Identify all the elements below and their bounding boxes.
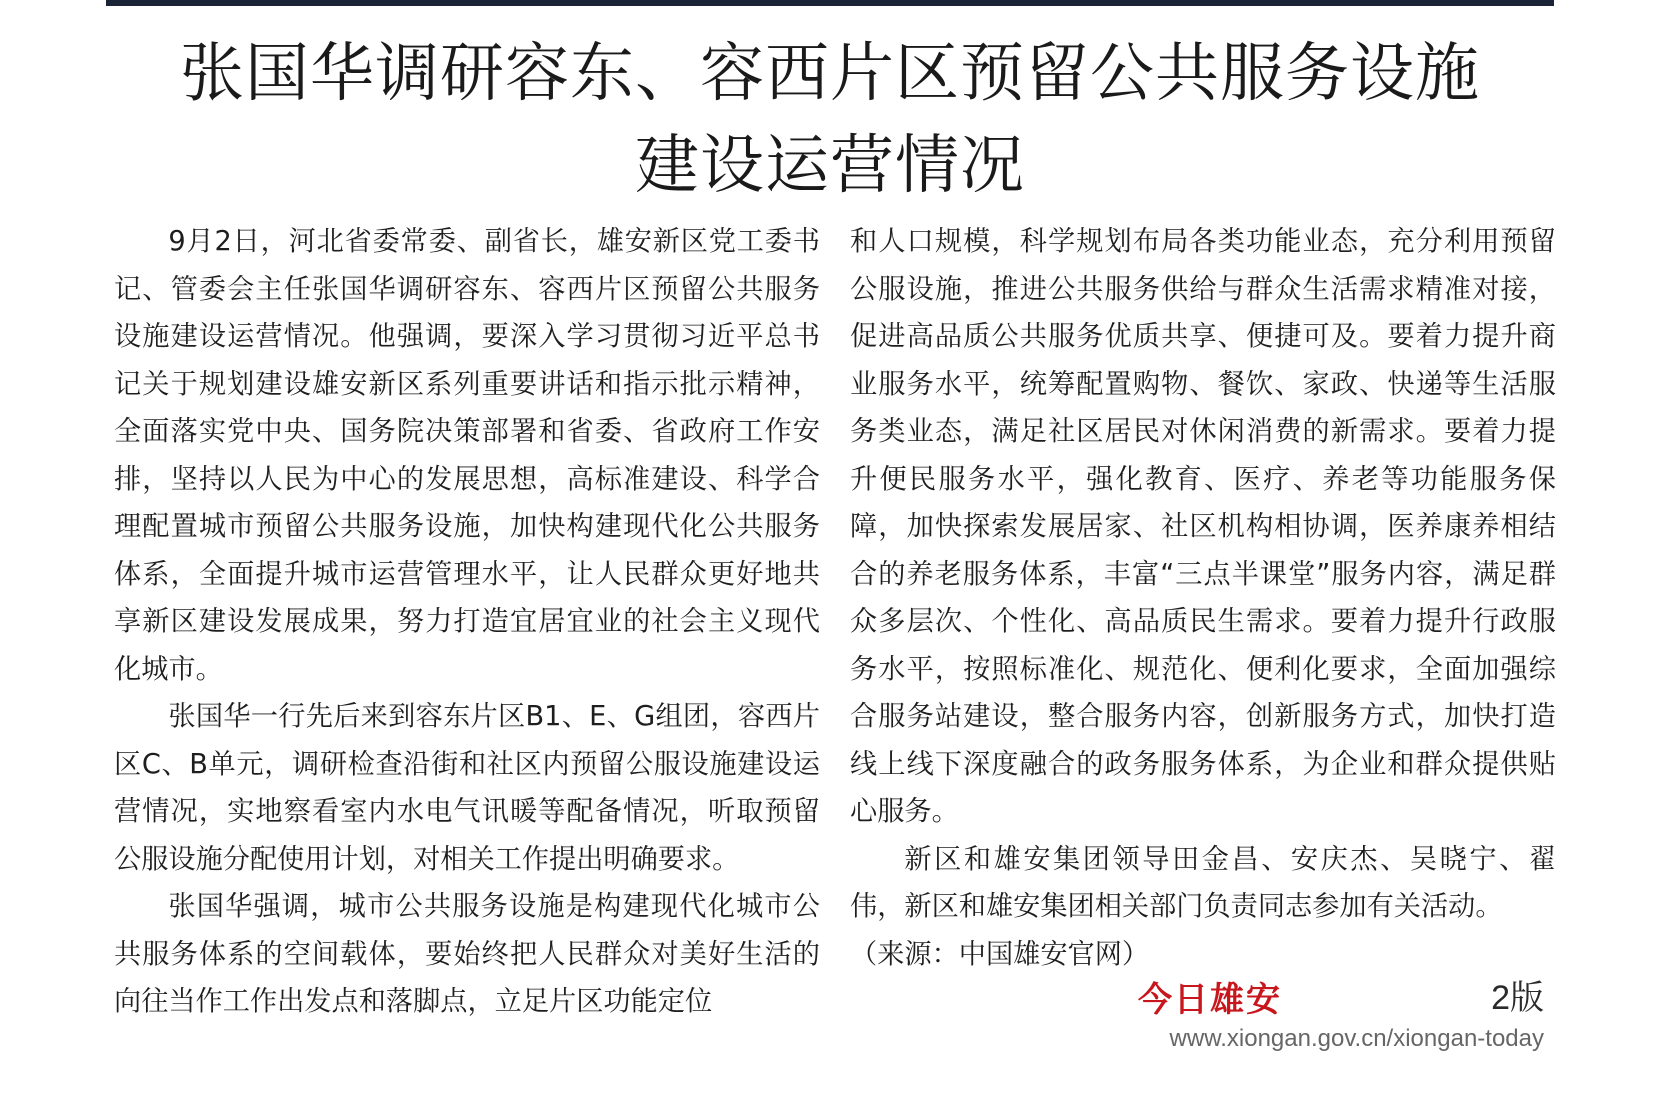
paragraph-1: 9月2日，河北省委常委、副省长，雄安新区党工委书记、管委会主任张国华调研容东、容西片区预留公共服务设施建设运营情况。他强调，要深入学习贯彻习近平总书记关于规划建设雄安新区系列重要讲话和指示批示精神，全面落实党中央、国务院决策部署和省委、省政府工作安排，坚持以人民为中心的发展思想，高标准建设、科学合理配置城市预留公共服务设施，加快构建现代化公共服务体系，全面提升城市运营管理水平，让人民群众更好地共享新区建设发展成果，努力打造宜居宜业的社会主义现代化城市。: [114, 226, 820, 685]
paragraph-3: 张国华强调，城市公共服务设施是构建现代化城市公共服务体系的空间载体，要始终把人民群众对美好生活的向往当作工作出发点和落脚点，立足片区功能定位: [114, 891, 820, 1017]
article-column-left: [114, 218, 820, 1026]
article-source: （来源：中国雄安官网）: [850, 938, 1150, 970]
newspaper-logo: 今日雄安: [1138, 980, 1282, 1020]
footer-url: www.xiongan.gov.cn/xiongan-today: [1169, 1025, 1544, 1052]
top-decorative-bar: [106, 0, 1554, 6]
article-column-right: [850, 218, 1556, 978]
title-line-1: 张国华调研容东、容西片区预留公共服务设施: [180, 37, 1480, 111]
paragraph-2: 张国华一行先后来到容东片区B1、E、G组团，容西片区C、B单元，调研检查沿街和社区内预留公服设施建设运营情况，实地察看室内水电气讯暖等配备情况，听取预留公服设施分配使用计划，对相关工作提出明确要求。: [114, 701, 820, 875]
paragraph-4: 新区和雄安集团领导田金昌、安庆杰、吴晓宁、翟伟，新区和雄安集团相关部门负责同志参加有关活动。: [850, 843, 1556, 922]
title-line-2: 建设运营情况: [635, 129, 1025, 203]
article-title: [106, 28, 1554, 212]
page-number: 2版: [1491, 979, 1544, 1017]
paragraph-3-continued: 和人口规模，科学规划布局各类功能业态，充分利用预留公服设施，推进公共服务供给与群众生活需求精准对接，促进高品质公共服务优质共享、便捷可及。要着力提升商业服务水平，统筹配置购物、餐饮、家政、快递等生活服务类业态，满足社区居民对休闲消费的新需求。要着力提升便民服务水平，强化教育、医疗、养老等功能服务保障，加快探索发展居家、社区机构相协调，医养康养相结合的养老服务体系，丰富“三点半课堂”服务内容，满足群众多层次、个性化、高品质民生需求。要着力提升行政服务水平，按照标准化、规范化、便利化要求，全面加强综合服务站建设，整合服务内容，创新服务方式，加快打造线上线下深度融合的政务服务体系，为企业和群众提供贴心服务。: [850, 226, 1556, 827]
